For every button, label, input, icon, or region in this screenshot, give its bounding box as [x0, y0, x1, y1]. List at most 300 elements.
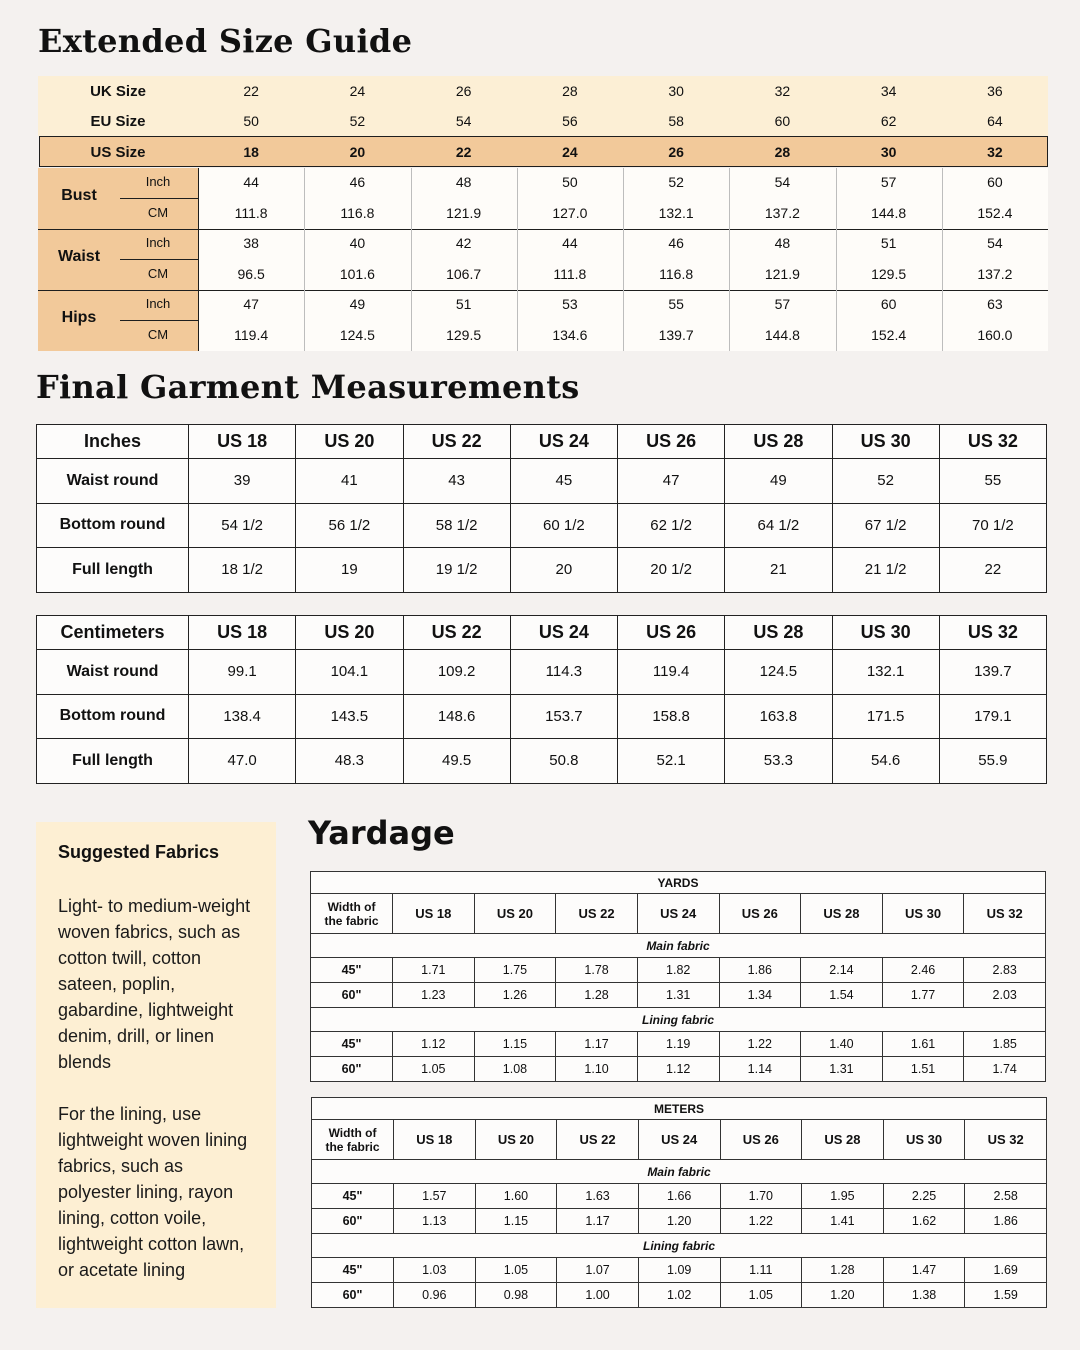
- yardage-cell: 1.17: [557, 1209, 639, 1234]
- size-value: 30: [668, 83, 684, 99]
- measurement-cell: 153.7: [510, 694, 617, 739]
- measurement-cell: 43: [403, 459, 510, 504]
- size-column-header: US 20: [474, 894, 556, 934]
- yardage-cell: 1.75: [474, 958, 556, 983]
- measurement-label: Full length: [37, 548, 189, 593]
- measurement-cell: 52: [832, 459, 939, 504]
- measurement-value: 129.5: [871, 265, 907, 282]
- yardage-cell: 1.22: [720, 1209, 802, 1234]
- size-value: 26: [668, 144, 684, 160]
- yardage-title: Yardage: [308, 814, 455, 852]
- yardage-cell: 0.98: [475, 1283, 557, 1308]
- fabric-width-cell: 60": [312, 1209, 394, 1234]
- unit-label: METERS: [312, 1098, 1047, 1120]
- fabric-width-cell: 45": [312, 1258, 394, 1283]
- cm-unit-label: CM: [147, 326, 169, 342]
- fabric-width-header-line1: Width of: [328, 1125, 377, 1140]
- measurement-cell: 21 1/2: [832, 548, 939, 593]
- measurement-cell: 60 1/2: [510, 503, 617, 548]
- measurement-value: 52: [668, 174, 684, 190]
- yardage-cell: 0.96: [394, 1283, 476, 1308]
- yardage-row: [312, 1184, 1047, 1209]
- measurement-value: 137.2: [764, 204, 800, 221]
- measurement-value: 42: [455, 235, 472, 251]
- size-column-header: US 26: [618, 425, 725, 459]
- yardage-cell: 1.69: [965, 1258, 1047, 1283]
- measurement-cell: 56 1/2: [296, 503, 403, 548]
- column-divider-line: [411, 168, 412, 351]
- measurement-value: 116.8: [340, 204, 375, 221]
- size-value: 36: [987, 83, 1003, 99]
- size-column-header: US 32: [939, 616, 1046, 650]
- table-row: [37, 459, 1047, 504]
- yardage-header-row: [312, 1120, 1047, 1160]
- measurement-value: 152.4: [871, 326, 907, 343]
- measurement-cell: 179.1: [939, 694, 1046, 739]
- size-value: 64: [987, 113, 1003, 129]
- size-column-header: US 30: [882, 894, 964, 934]
- yardage-cell: 1.62: [883, 1209, 965, 1234]
- measurement-value: 129.5: [446, 326, 482, 343]
- measurement-value: 57: [880, 174, 897, 190]
- size-guide-title: Extended Size Guide: [38, 22, 413, 60]
- size-column-header: US 26: [618, 616, 725, 650]
- unit-row: [311, 872, 1046, 894]
- yardage-cell: 1.05: [720, 1283, 802, 1308]
- size-column-header: US 24: [637, 894, 719, 934]
- size-value: 24: [349, 83, 366, 99]
- measurement-value: 111.8: [234, 204, 268, 221]
- measurement-cell: 132.1: [832, 650, 939, 695]
- measurement-value: 119.4: [234, 326, 269, 343]
- size-value: 22: [243, 83, 259, 99]
- measurement-cell: 20 1/2: [618, 548, 725, 593]
- fabric-width-header: [312, 1120, 394, 1160]
- measurement-value: 116.8: [659, 265, 694, 282]
- size-column-header: US 22: [556, 894, 638, 934]
- measurement-cell: 19 1/2: [403, 548, 510, 593]
- size-column-header: US 18: [189, 425, 296, 459]
- yardage-cell: 1.26: [474, 983, 556, 1008]
- column-divider-line: [729, 168, 730, 351]
- measurement-value: 44: [562, 235, 578, 251]
- yardage-cell: 1.86: [965, 1209, 1047, 1234]
- measurement-cell: 54 1/2: [189, 503, 296, 548]
- measurement-value: 46: [668, 235, 684, 251]
- yardage-cell: 1.82: [637, 958, 719, 983]
- measurement-value: 160.0: [977, 326, 1013, 343]
- yardage-cell: 1.28: [556, 983, 638, 1008]
- inch-unit-label: Inch: [145, 296, 171, 311]
- size-column-header: US 26: [720, 1120, 802, 1160]
- yardage-cell: 1.00: [557, 1283, 639, 1308]
- measurement-value: 54: [774, 174, 791, 190]
- size-column-header: US 22: [403, 616, 510, 650]
- measurement-cell: 20: [510, 548, 617, 593]
- measurement-cell: 52.1: [618, 739, 725, 784]
- size-value: 50: [243, 113, 259, 129]
- size-column-header: US 32: [965, 1120, 1047, 1160]
- table-row: [37, 503, 1047, 548]
- size-value: 32: [987, 144, 1003, 160]
- measurement-cell: 53.3: [725, 739, 832, 784]
- yardage-cell: 1.14: [719, 1057, 801, 1082]
- measurement-label: Bottom round: [37, 694, 189, 739]
- measurement-cell: 171.5: [832, 694, 939, 739]
- size-column-header: US 30: [832, 616, 939, 650]
- yardage-cell: 1.78: [556, 958, 638, 983]
- size-column-header: US 24: [638, 1120, 720, 1160]
- measurement-cell: 22: [939, 548, 1046, 593]
- unit-label: YARDS: [311, 872, 1046, 894]
- size-column-header: US 32: [964, 894, 1046, 934]
- main-fabric-section-row: [312, 1160, 1047, 1184]
- measurement-value: 101.6: [339, 265, 375, 282]
- fabric-width-cell: 45": [311, 1032, 393, 1057]
- size-column-header: US 30: [832, 425, 939, 459]
- yardage-cell: 1.19: [637, 1032, 719, 1057]
- measurement-value: 40: [349, 235, 366, 251]
- yardage-cell: 1.23: [393, 983, 475, 1008]
- unit-row: [312, 1098, 1047, 1120]
- measurement-cell: 104.1: [296, 650, 403, 695]
- measurement-value: 49: [349, 296, 366, 312]
- yardage-cell: 1.09: [638, 1258, 720, 1283]
- unit-separator-line: [120, 259, 198, 260]
- yardage-cell: 1.02: [638, 1283, 720, 1308]
- yardage-meters-table: [311, 1097, 1047, 1308]
- size-column-header: US 28: [725, 616, 832, 650]
- column-divider-line: [623, 168, 624, 351]
- size-value: 22: [455, 144, 472, 160]
- size-value: 20: [349, 144, 366, 160]
- uk-size-row: [38, 76, 1048, 106]
- fabric-width-header: [311, 894, 393, 934]
- suggested-fabrics-box: [36, 822, 276, 1308]
- measurement-value: 152.4: [977, 204, 1013, 221]
- size-column-header: US 24: [510, 616, 617, 650]
- measurement-cell: 148.6: [403, 694, 510, 739]
- measurement-value: 111.8: [553, 265, 587, 282]
- table-corner-label: Inches: [37, 425, 189, 459]
- suggested-fabrics-title: Suggested Fabrics: [58, 842, 220, 862]
- uk-size-label: UK Size: [90, 82, 146, 100]
- yardage-cell: 2.25: [883, 1184, 965, 1209]
- size-column-header: US 26: [719, 894, 801, 934]
- size-value: 60: [774, 113, 791, 129]
- measurement-value: 51: [455, 296, 472, 312]
- size-value: 54: [455, 113, 472, 129]
- measurement-value: 144.8: [871, 204, 907, 221]
- size-column-header: US 22: [403, 425, 510, 459]
- size-value: 62: [880, 113, 897, 129]
- inch-unit-label: Inch: [145, 174, 171, 189]
- yardage-cell: 1.57: [394, 1184, 476, 1209]
- yardage-cell: 1.77: [882, 983, 964, 1008]
- yardage-cell: 1.34: [719, 983, 801, 1008]
- measurement-cell: 114.3: [510, 650, 617, 695]
- size-value: 30: [880, 144, 897, 160]
- measurement-cell: 49: [725, 459, 832, 504]
- garment-inches-table: [36, 424, 1047, 593]
- yardage-cell: 1.54: [801, 983, 883, 1008]
- yardage-cell: 1.12: [637, 1057, 719, 1082]
- lining-fabric-suggestion: For the lining, use lightweight woven lining fabrics, such as polyester lining, rayon lining, cotton voile, lightweight cotton lawn, or acetate lining: [58, 1104, 248, 1280]
- measurement-cell: 64 1/2: [725, 503, 832, 548]
- yardage-cell: 2.58: [965, 1184, 1047, 1209]
- table-row: [37, 739, 1047, 784]
- yardage-cell: 1.13: [394, 1209, 476, 1234]
- yardage-cell: 1.05: [475, 1258, 557, 1283]
- yardage-cell: 1.74: [964, 1057, 1046, 1082]
- yardage-row: [312, 1258, 1047, 1283]
- measurement-cell: 58 1/2: [403, 503, 510, 548]
- measurement-cell: 124.5: [725, 650, 832, 695]
- garment-cm-table: [36, 615, 1047, 784]
- measurement-cell: 99.1: [189, 650, 296, 695]
- measurement-value: 60: [880, 296, 897, 312]
- main-fabric-section-label: Main fabric: [312, 1160, 1047, 1184]
- column-divider-line: [304, 168, 305, 351]
- size-column-header: US 22: [557, 1120, 639, 1160]
- size-value: 32: [774, 83, 791, 99]
- size-value: 56: [562, 113, 578, 129]
- us-size-row: [38, 137, 1048, 167]
- measurement-value: 44: [243, 174, 259, 190]
- measurement-value: 48: [455, 174, 472, 190]
- measurement-value: 53: [562, 296, 578, 312]
- group-divider-line: [38, 229, 1048, 230]
- yardage-cell: 1.60: [475, 1184, 557, 1209]
- size-value: 58: [668, 113, 684, 129]
- measurement-value: 63: [987, 296, 1003, 312]
- yardage-cell: 1.20: [802, 1283, 884, 1308]
- yardage-row: [312, 1283, 1047, 1308]
- yardage-cell: 1.10: [556, 1057, 638, 1082]
- eu-size-label: EU Size: [90, 112, 146, 130]
- yardage-cell: 1.47: [883, 1258, 965, 1283]
- size-column-header: US 18: [189, 616, 296, 650]
- measurement-value: 54: [987, 235, 1003, 251]
- yardage-cell: 1.95: [802, 1184, 884, 1209]
- size-value: 18: [243, 144, 259, 160]
- table-row: [37, 694, 1047, 739]
- measurement-cell: 143.5: [296, 694, 403, 739]
- yardage-cell: 1.08: [474, 1057, 556, 1082]
- yardage-row: [311, 1057, 1046, 1082]
- yardage-cell: 1.11: [720, 1258, 802, 1283]
- fabric-width-cell: 60": [311, 983, 393, 1008]
- measurement-value: 139.7: [658, 326, 694, 343]
- table-row: [37, 548, 1047, 593]
- size-value: 24: [562, 144, 578, 160]
- yardage-yards-table: [310, 871, 1046, 1082]
- yardage-header-row: [311, 894, 1046, 934]
- size-column-header: US 28: [725, 425, 832, 459]
- yardage-row: [311, 983, 1046, 1008]
- measurement-cell: 70 1/2: [939, 503, 1046, 548]
- measurement-cell: 109.2: [403, 650, 510, 695]
- measurement-group-label: Waist: [57, 248, 101, 265]
- measurement-cell: 55.9: [939, 739, 1046, 784]
- size-value: 28: [774, 144, 791, 160]
- column-divider-line: [836, 168, 837, 351]
- fabric-width-cell: 60": [311, 1057, 393, 1082]
- measurement-cell: 21: [725, 548, 832, 593]
- measurement-cell: 62 1/2: [618, 503, 725, 548]
- eu-size-values: [198, 113, 1048, 129]
- measurement-value: 134.6: [552, 326, 588, 343]
- measurement-value: 96.5: [237, 265, 265, 282]
- table-row: [37, 650, 1047, 695]
- garment-measurements-title: Final Garment Measurements: [36, 368, 580, 406]
- size-value: 28: [562, 83, 578, 99]
- measurement-cell: 19: [296, 548, 403, 593]
- measurement-cell: 55: [939, 459, 1046, 504]
- measurement-cell: 138.4: [189, 694, 296, 739]
- lining-fabric-section-row: [312, 1234, 1047, 1258]
- yardage-cell: 1.15: [474, 1032, 556, 1057]
- yardage-cell: 1.17: [556, 1032, 638, 1057]
- yardage-cell: 1.71: [393, 958, 475, 983]
- measurement-value: 121.9: [764, 265, 800, 282]
- measurement-value: 60: [987, 174, 1003, 190]
- size-column-header: US 30: [883, 1120, 965, 1160]
- measurement-value: 137.2: [977, 265, 1013, 282]
- measurement-label: Full length: [37, 739, 189, 784]
- yardage-cell: 1.20: [638, 1209, 720, 1234]
- yardage-cell: 1.38: [883, 1283, 965, 1308]
- measurement-cell: 158.8: [618, 694, 725, 739]
- yardage-row: [312, 1209, 1047, 1234]
- measurement-value: 46: [349, 174, 366, 190]
- size-value: 34: [880, 83, 897, 99]
- us-size-values: [198, 144, 1048, 160]
- yardage-cell: 1.51: [882, 1057, 964, 1082]
- fabric-width-header-line2: the fabric: [325, 1139, 380, 1154]
- main-fabric-suggestion: Light- to medium-weight woven fabrics, such as cotton twill, cotton sateen, poplin, gabardine, lightweight denim, drill, or linen blends: [58, 896, 251, 1072]
- yardage-cell: 1.86: [719, 958, 801, 983]
- measurement-cell: 39: [189, 459, 296, 504]
- size-column-header: US 20: [296, 425, 403, 459]
- yardage-cell: 2.46: [882, 958, 964, 983]
- measurement-value: 47: [243, 296, 259, 312]
- eu-size-row: [38, 106, 1048, 136]
- yardage-cell: 1.40: [801, 1032, 883, 1057]
- yardage-cell: 2.03: [964, 983, 1046, 1008]
- measurement-cell: 67 1/2: [832, 503, 939, 548]
- yardage-row: [311, 958, 1046, 983]
- yardage-cell: 1.41: [802, 1209, 884, 1234]
- column-divider-line: [517, 168, 518, 351]
- measurement-label: Bottom round: [37, 503, 189, 548]
- fabric-width-header-line2: the fabric: [324, 913, 379, 928]
- lining-fabric-section-label: Lining fabric: [311, 1008, 1046, 1032]
- fabric-width-cell: 45": [311, 958, 393, 983]
- cm-unit-label: CM: [147, 265, 169, 281]
- main-fabric-section-label: Main fabric: [311, 934, 1046, 958]
- measurement-cell: 54.6: [832, 739, 939, 784]
- measurement-label: Waist round: [37, 459, 189, 504]
- us-size-label: US Size: [90, 143, 146, 161]
- yardage-cell: 1.85: [964, 1032, 1046, 1057]
- measurement-value: 124.5: [339, 326, 375, 343]
- measurement-value: 144.8: [764, 326, 800, 343]
- garment-cm-header-row: [37, 616, 1047, 650]
- yardage-cell: 1.15: [475, 1209, 557, 1234]
- size-column-header: US 24: [510, 425, 617, 459]
- yardage-cell: 1.70: [720, 1184, 802, 1209]
- yardage-cell: 2.14: [801, 958, 883, 983]
- measurement-group-label: Hips: [61, 309, 97, 326]
- measurement-cell: 47.0: [189, 739, 296, 784]
- measurement-value: 127.0: [552, 204, 588, 221]
- measurement-value: 55: [668, 296, 684, 312]
- measurement-value: 51: [880, 235, 897, 251]
- table-corner-label: Centimeters: [37, 616, 189, 650]
- yardage-cell: 1.59: [965, 1283, 1047, 1308]
- measurement-value: 57: [774, 296, 791, 312]
- yardage-cell: 1.31: [801, 1057, 883, 1082]
- group-divider-line: [38, 290, 1048, 291]
- yardage-cell: 1.66: [638, 1184, 720, 1209]
- yardage-cell: 2.83: [964, 958, 1046, 983]
- measurement-cell: 139.7: [939, 650, 1046, 695]
- yardage-cell: 1.31: [637, 983, 719, 1008]
- size-column-header: US 28: [802, 1120, 884, 1160]
- size-value: 26: [455, 83, 472, 99]
- measurement-value: 132.1: [658, 204, 694, 221]
- size-value: 52: [349, 113, 366, 129]
- measurement-cell: 41: [296, 459, 403, 504]
- unit-separator-line: [120, 198, 198, 199]
- main-fabric-section-row: [311, 934, 1046, 958]
- measurement-cell: 47: [618, 459, 725, 504]
- yardage-cell: 1.61: [882, 1032, 964, 1057]
- size-column-header: US 18: [394, 1120, 476, 1160]
- yardage-cell: 1.03: [394, 1258, 476, 1283]
- measurement-value: 106.7: [446, 265, 482, 282]
- measurement-cell: 163.8: [725, 694, 832, 739]
- size-column-header: US 28: [801, 894, 883, 934]
- measurement-group-label: Bust: [61, 187, 97, 204]
- measurement-value: 121.9: [446, 204, 482, 221]
- fabric-width-header-line1: Width of: [327, 899, 376, 914]
- measurement-cell: 50.8: [510, 739, 617, 784]
- fabric-width-cell: 60": [312, 1283, 394, 1308]
- inch-unit-label: Inch: [145, 235, 171, 250]
- yardage-row: [311, 1032, 1046, 1057]
- column-divider-line: [942, 168, 943, 351]
- yardage-cell: 1.22: [719, 1032, 801, 1057]
- cm-unit-label: CM: [147, 204, 169, 220]
- yardage-cell: 1.28: [802, 1258, 884, 1283]
- measurement-value: 38: [243, 235, 259, 251]
- measurement-label: Waist round: [37, 650, 189, 695]
- yardage-cell: 1.05: [393, 1057, 475, 1082]
- size-column-header: US 20: [296, 616, 403, 650]
- garment-inches-header-row: [37, 425, 1047, 459]
- yardage-cell: 1.07: [557, 1258, 639, 1283]
- yardage-cell: 1.63: [557, 1184, 639, 1209]
- lining-fabric-section-label: Lining fabric: [312, 1234, 1047, 1258]
- fabric-width-cell: 45": [312, 1184, 394, 1209]
- measurement-cell: 119.4: [618, 650, 725, 695]
- lining-fabric-section-row: [311, 1008, 1046, 1032]
- size-column-header: US 20: [475, 1120, 557, 1160]
- size-column-header: US 18: [393, 894, 475, 934]
- measurement-cell: 45: [510, 459, 617, 504]
